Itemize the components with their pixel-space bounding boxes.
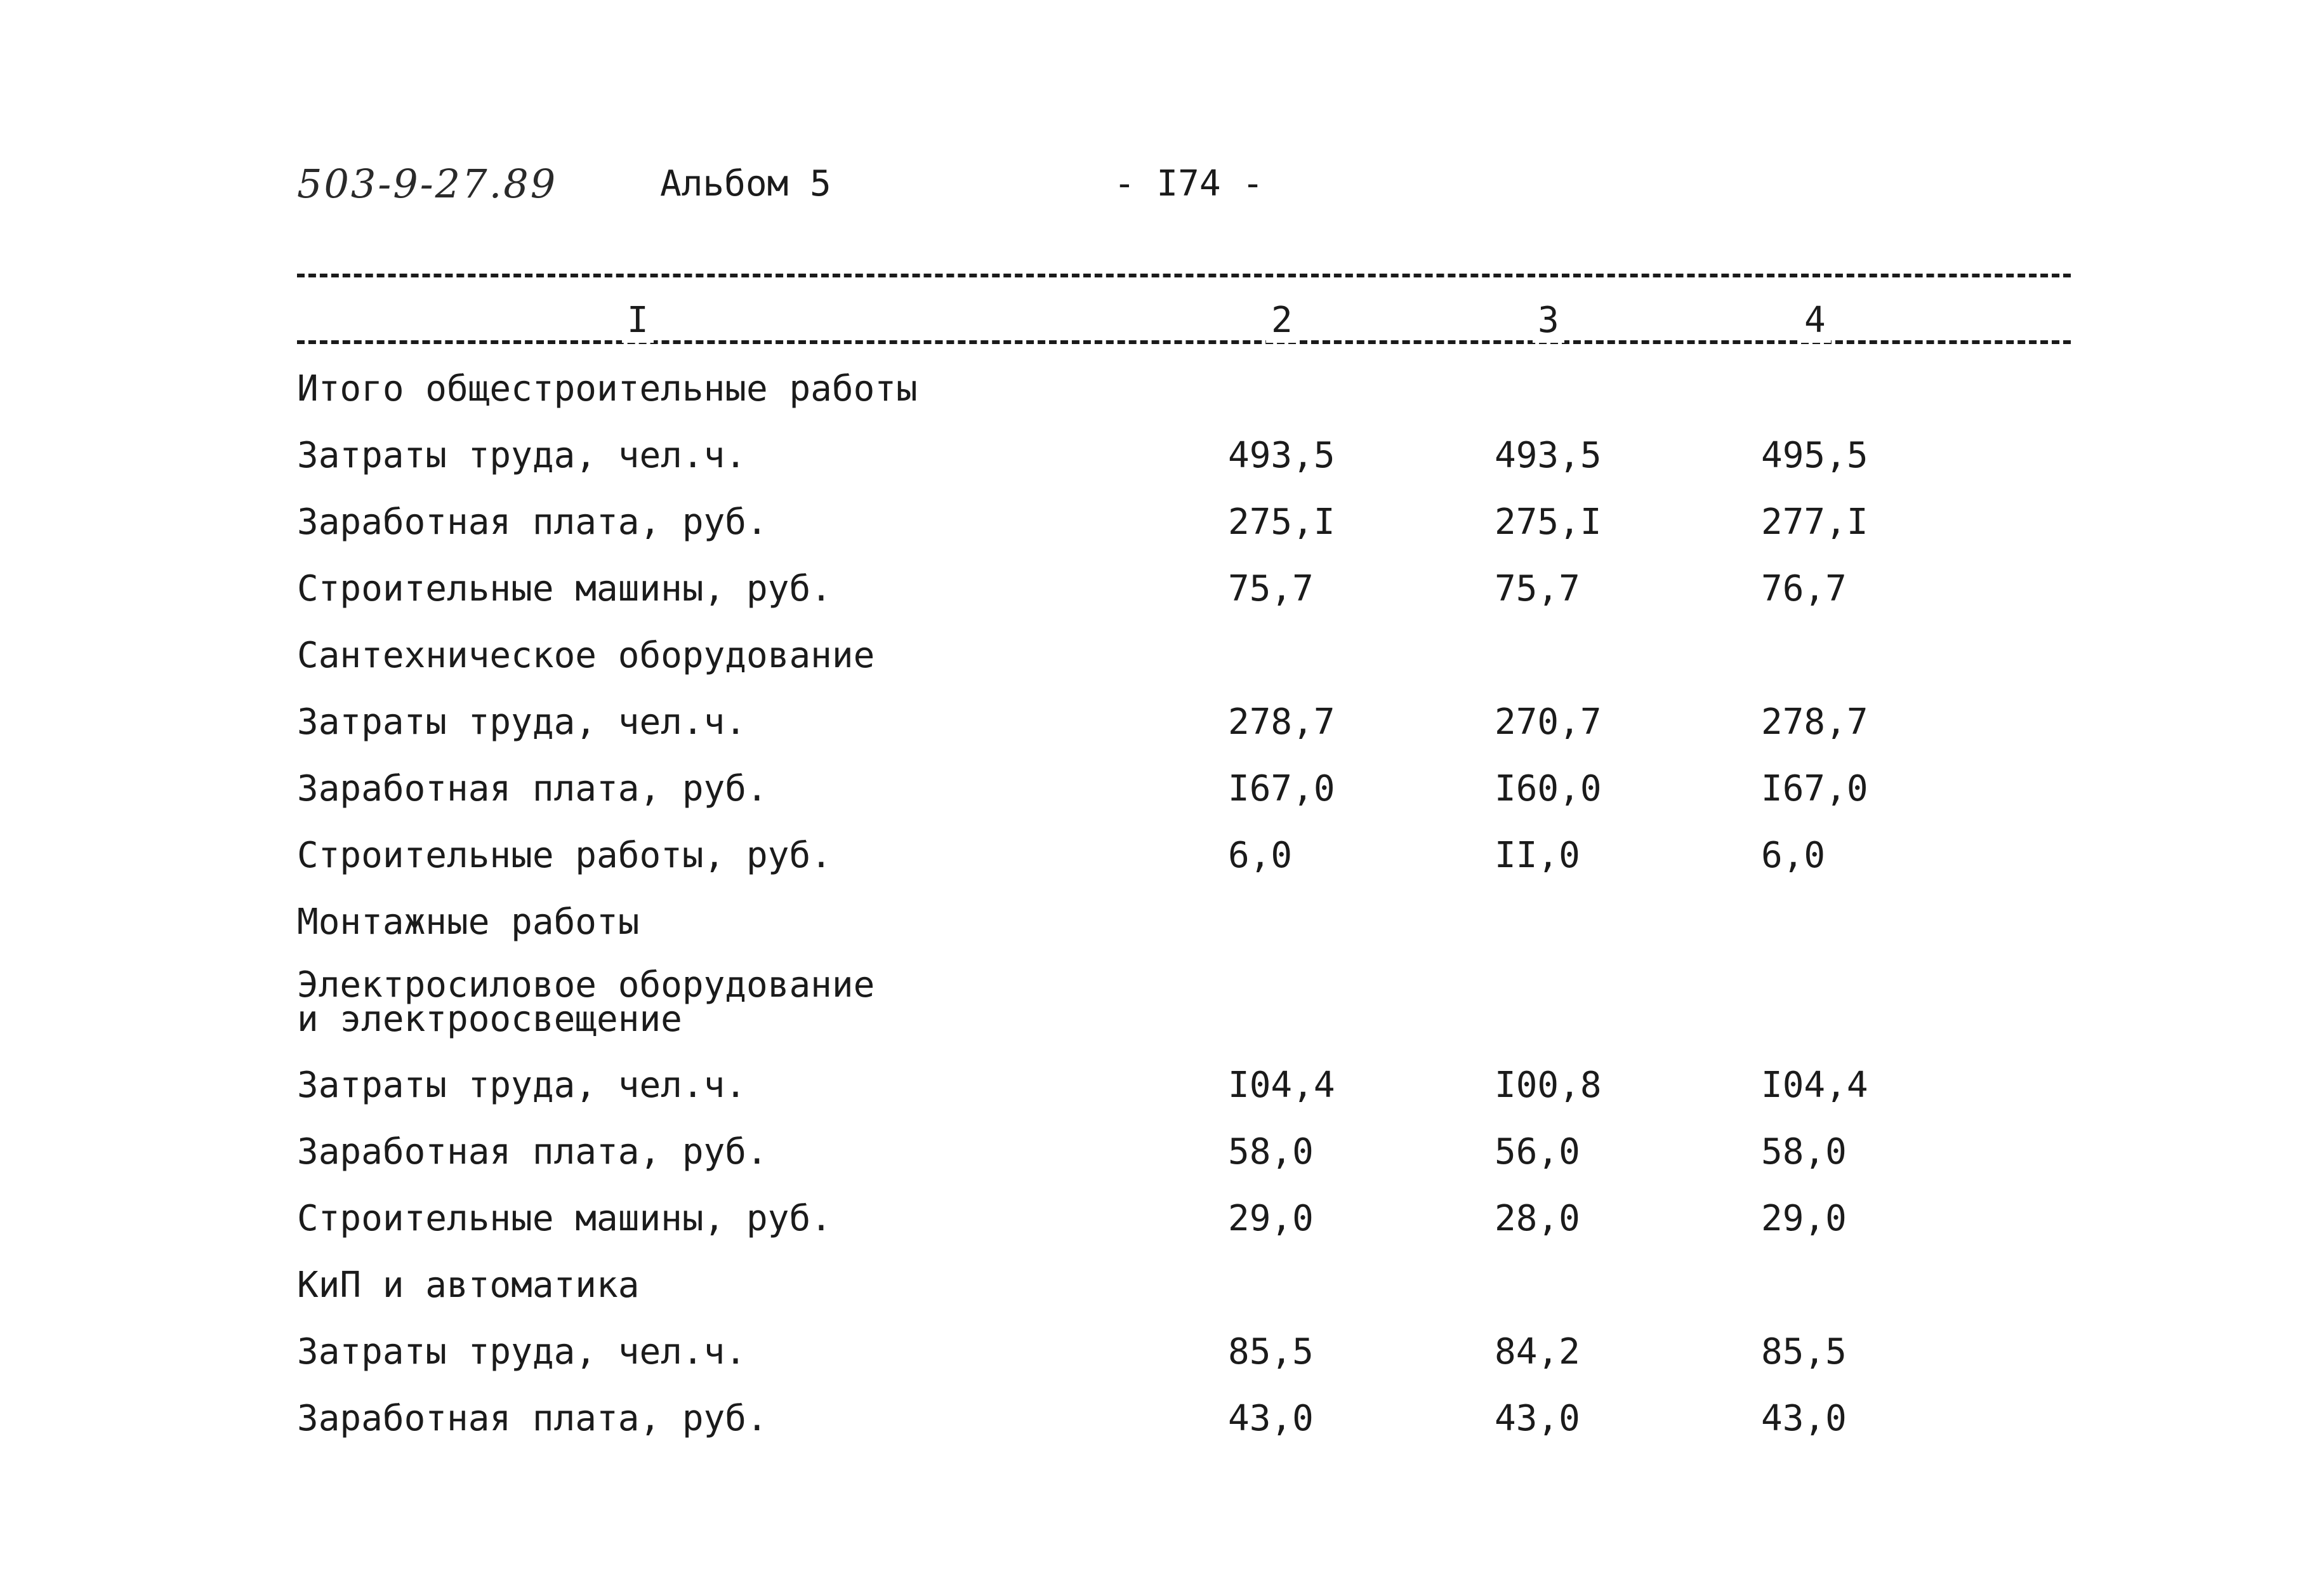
value-col-3: I60,0 (1495, 768, 1602, 809)
column-number-3: 3 (1533, 298, 1564, 343)
value-col-2: 278,7 (1228, 701, 1335, 743)
value-col-4: I04,4 (1761, 1065, 1868, 1106)
value-col-4: 495,5 (1761, 435, 1868, 476)
value-col-4: I67,0 (1761, 768, 1868, 809)
value-col-2: 43,0 (1228, 1398, 1314, 1439)
document-code: 503-9-27.89 (297, 161, 558, 207)
row-label: Сантехническое оборудование (297, 635, 875, 676)
value-col-4: 43,0 (1761, 1398, 1847, 1439)
row-label: Затраты труда, чел.ч. (297, 701, 747, 743)
row-label-line-2: и электроосвещение (297, 999, 682, 1040)
row-label: Затраты труда, чел.ч. (297, 1065, 747, 1106)
value-col-3: 43,0 (1495, 1398, 1580, 1439)
row-label (297, 964, 875, 1040)
value-col-2: 29,0 (1228, 1198, 1314, 1239)
value-col-3: 275,I (1495, 502, 1602, 543)
column-number-2: 2 (1266, 298, 1298, 343)
value-col-4: 278,7 (1761, 701, 1868, 743)
value-col-2: 6,0 (1228, 835, 1293, 876)
row-label: Затраты труда, чел.ч. (297, 1331, 747, 1372)
album-label: Альбом 5 (660, 163, 831, 204)
value-col-4: 76,7 (1761, 568, 1847, 609)
value-col-4: 6,0 (1761, 835, 1826, 876)
value-col-3: I00,8 (1495, 1065, 1602, 1106)
value-col-3: 84,2 (1495, 1331, 1580, 1372)
page-number: - I74 - (1114, 163, 1264, 204)
value-col-4: 29,0 (1761, 1198, 1847, 1239)
value-col-3: 493,5 (1495, 435, 1602, 476)
value-col-2: I04,4 (1228, 1065, 1335, 1106)
row-label-line-1: Электросиловое оборудование (297, 964, 875, 1006)
value-col-3: 56,0 (1495, 1131, 1580, 1173)
value-col-2: 85,5 (1228, 1331, 1314, 1372)
column-number-4: 4 (1799, 298, 1831, 343)
row-label: Заработная плата, руб. (297, 1398, 768, 1439)
row-label: Строительные работы, руб. (297, 835, 832, 876)
row-label: Заработная плата, руб. (297, 502, 768, 543)
row-label: Монтажные работы (297, 901, 640, 943)
value-col-3: 28,0 (1495, 1198, 1580, 1239)
row-label: Затраты труда, чел.ч. (297, 435, 747, 476)
value-col-4: 85,5 (1761, 1331, 1847, 1372)
value-col-3: 270,7 (1495, 701, 1602, 743)
value-col-2: 58,0 (1228, 1131, 1314, 1173)
value-col-2: 493,5 (1228, 435, 1335, 476)
value-col-2: I67,0 (1228, 768, 1335, 809)
row-label: Заработная плата, руб. (297, 1131, 768, 1173)
value-col-2: 275,I (1228, 502, 1335, 543)
column-number-1: I (622, 298, 654, 343)
value-col-2: 75,7 (1228, 568, 1314, 609)
row-label: Итого общестроительные работы (297, 368, 918, 409)
row-label: КиП и автоматика (297, 1265, 640, 1306)
row-label: Строительные машины, руб. (297, 1198, 832, 1239)
value-col-4: 58,0 (1761, 1131, 1847, 1173)
value-col-4: 277,I (1761, 502, 1868, 543)
value-col-3: II,0 (1495, 835, 1580, 876)
row-label: Строительные машины, руб. (297, 568, 832, 609)
value-col-3: 75,7 (1495, 568, 1580, 609)
table-top-rule (297, 274, 2071, 277)
row-label: Заработная плата, руб. (297, 768, 768, 809)
